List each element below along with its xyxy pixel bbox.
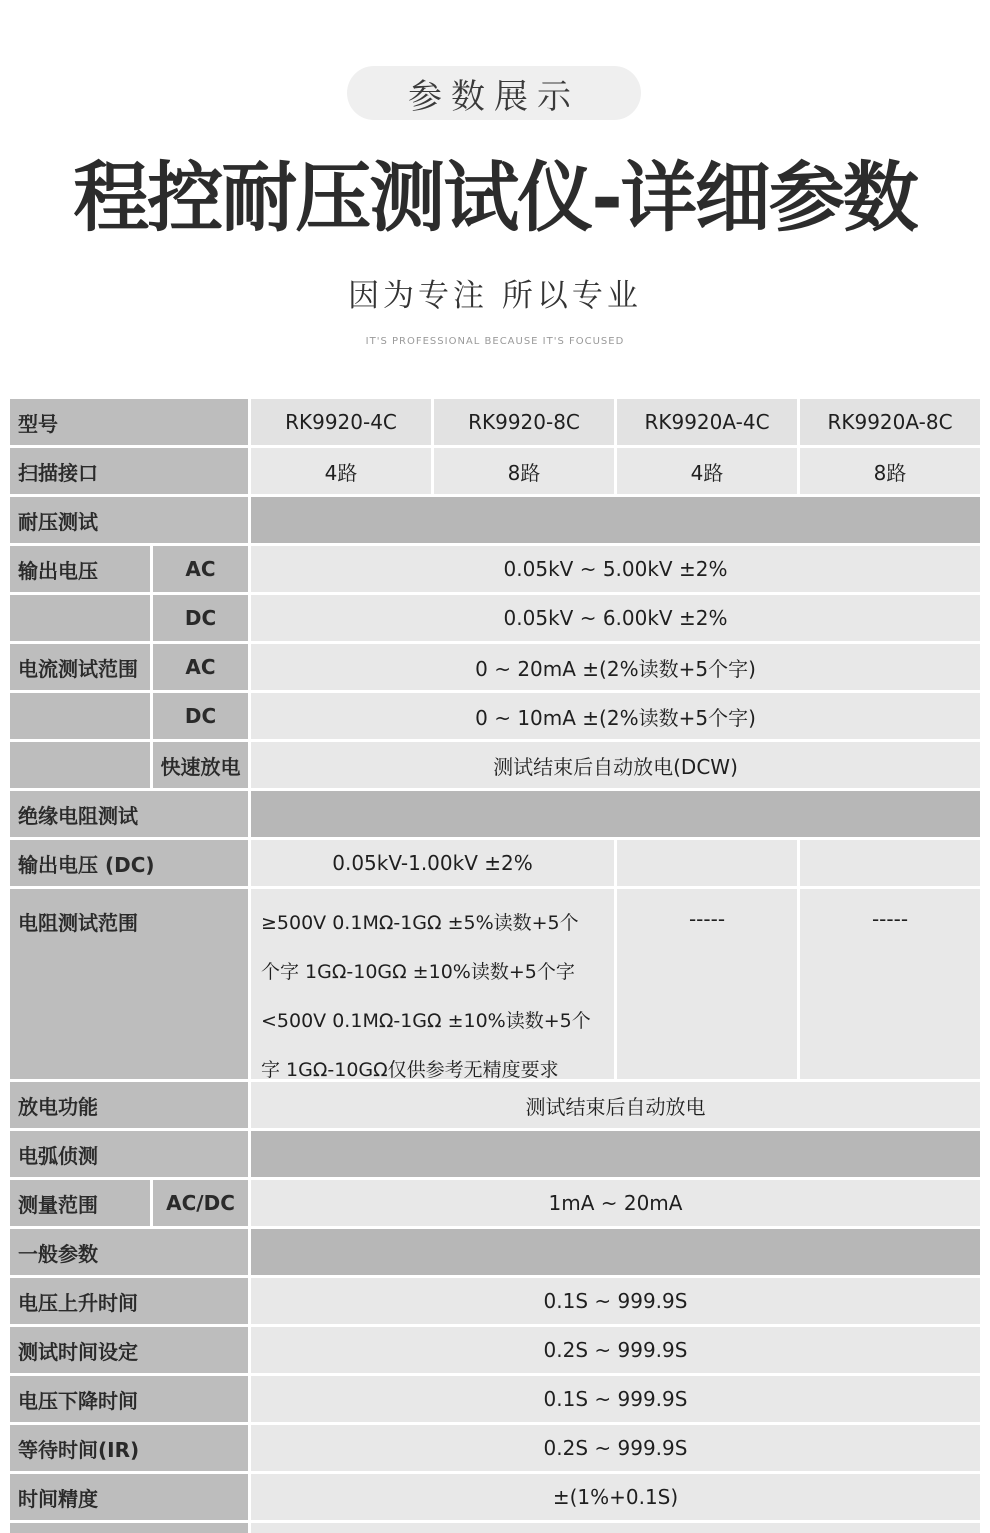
- section-bar: [251, 497, 980, 543]
- resistance-range-value: [251, 889, 614, 1079]
- ir-output-voltage-label: 输出电压 (DC): [10, 840, 248, 886]
- scan-label: 扫描接口: [10, 448, 248, 494]
- empty-label: [10, 693, 150, 739]
- discharge-value: 测试结束后自动放电: [251, 1082, 980, 1128]
- general-row-value: 0.2S ~ 999.9S: [251, 1425, 980, 1471]
- ir-output-voltage-value: 0.05kV-1.00kV ±2%: [251, 840, 614, 886]
- resistance-line: 字 1GΩ-10GΩ仅供参考无精度要求: [261, 1059, 559, 1079]
- general-row-value: ±(1%+0.1S): [251, 1474, 980, 1520]
- model-header: RK9920A-4C: [617, 399, 797, 445]
- page-subtitle: 因为专注 所以专业: [348, 278, 642, 314]
- ac-current-value: 0 ~ 20mA ±(2%读数+5个字): [251, 644, 980, 690]
- dc-voltage-value: 0.05kV ~ 6.00kV ±2%: [251, 595, 980, 641]
- not-applicable-cell: -----: [800, 889, 980, 1079]
- general-row-label: 测试时间设定: [10, 1327, 248, 1373]
- current-range-label: 电流测试范围: [10, 644, 150, 690]
- empty-label: [10, 595, 150, 641]
- discharge-label: 放电功能: [10, 1082, 248, 1128]
- section-bar: [251, 791, 980, 837]
- scan-value: 8路: [800, 448, 980, 494]
- model-header: RK9920A-8C: [800, 399, 980, 445]
- dc-current-value: 0 ~ 10mA ±(2%读数+5个字): [251, 693, 980, 739]
- model-header: RK9920-4C: [251, 399, 431, 445]
- dc-label: DC: [153, 595, 248, 641]
- fast-discharge-value: 测试结束后自动放电(DCW): [251, 742, 980, 788]
- general-row-label: 电压下降时间: [10, 1376, 248, 1422]
- model-header: RK9920-8C: [434, 399, 614, 445]
- general-row-label: 等待时间(IR): [10, 1425, 248, 1471]
- scan-value: 4路: [617, 448, 797, 494]
- page-title: 程控耐压测试仪-详细参数: [73, 153, 917, 242]
- arc-section-label: 电弧侦测: [10, 1131, 248, 1177]
- arc-range-label: 测量范围: [10, 1180, 150, 1226]
- general-row-value: 0.1S ~ 999.9S: [251, 1278, 980, 1324]
- dc-label: DC: [153, 693, 248, 739]
- general-row-value: 0.2S ~ 999.9S: [251, 1327, 980, 1373]
- insulation-section-label: 绝缘电阻测试: [10, 791, 248, 837]
- output-voltage-label: 输出电压: [10, 546, 150, 592]
- section-bar: [251, 1229, 980, 1275]
- ac-label: AC: [153, 546, 248, 592]
- tagline: IT'S PROFESSIONAL BECAUSE IT'S FOCUSED: [365, 336, 625, 347]
- arc-range-value: 1mA ~ 20mA: [251, 1180, 980, 1226]
- scan-value: 4路: [251, 448, 431, 494]
- general-section-label: 一般参数: [10, 1229, 248, 1275]
- empty-label: [10, 742, 150, 788]
- fast-discharge-label: 快速放电: [153, 742, 248, 788]
- empty-cell: [617, 840, 797, 886]
- section-bar: [251, 1131, 980, 1177]
- ac-label: AC: [153, 644, 248, 690]
- not-applicable-cell: -----: [617, 889, 797, 1079]
- cut-off-row: [10, 1523, 248, 1533]
- empty-cell: [800, 840, 980, 886]
- resistance-line: <500V 0.1MΩ-1GΩ ±10%读数+5个: [261, 1010, 591, 1032]
- resistance-range-label: 电阻测试范围: [10, 889, 248, 1079]
- general-row-label: 时间精度: [10, 1474, 248, 1520]
- model-label: 型号: [10, 399, 248, 445]
- general-row-label: 电压上升时间: [10, 1278, 248, 1324]
- section-pill: 参数展示: [347, 66, 641, 120]
- cut-off-row: [251, 1523, 980, 1533]
- resistance-line: 个字 1GΩ-10GΩ ±10%读数+5个字: [261, 961, 575, 983]
- scan-value: 8路: [434, 448, 614, 494]
- ac-voltage-value: 0.05kV ~ 5.00kV ±2%: [251, 546, 980, 592]
- resistance-line: ≥500V 0.1MΩ-1GΩ ±5%读数+5个: [261, 912, 579, 934]
- general-row-value: 0.1S ~ 999.9S: [251, 1376, 980, 1422]
- arc-mode-label: AC/DC: [153, 1180, 248, 1226]
- withstand-section-label: 耐压测试: [10, 497, 248, 543]
